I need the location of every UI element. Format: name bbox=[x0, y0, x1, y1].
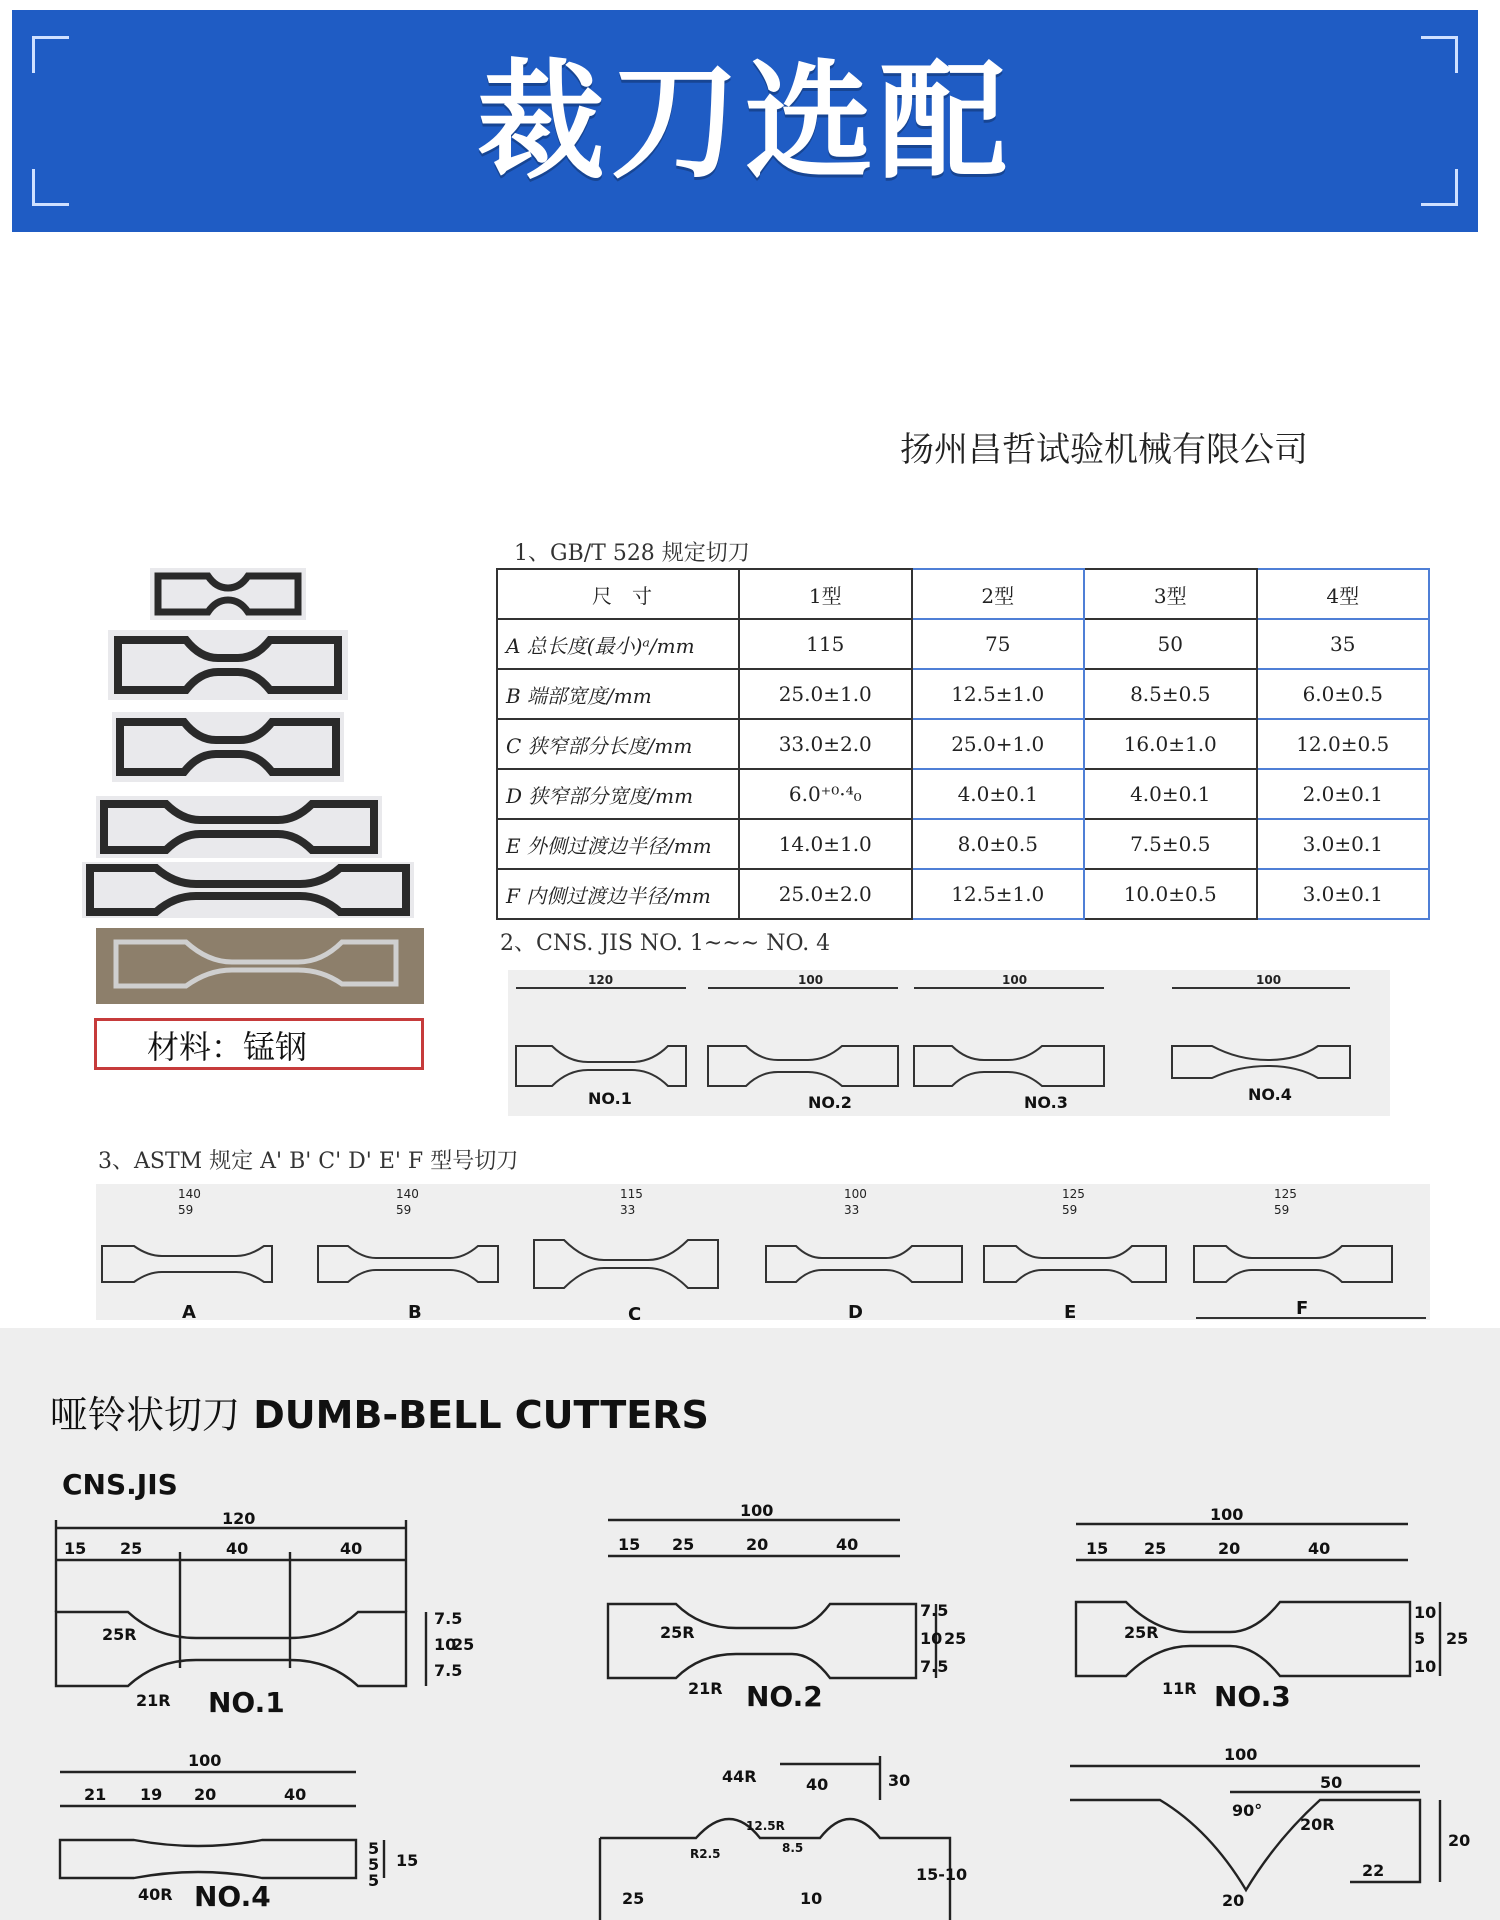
cutter-photo-3 bbox=[112, 712, 344, 782]
no1-width3: 7.5 bbox=[434, 1661, 463, 1680]
astm-label-a: A bbox=[182, 1302, 196, 1320]
table-cell: 3.0±0.1 bbox=[1257, 819, 1430, 869]
no4-width-total: 15 bbox=[396, 1851, 419, 1870]
no5-dim4: 8.5 bbox=[782, 1841, 804, 1855]
dumbbell-title bbox=[50, 1384, 709, 1439]
table-row bbox=[497, 619, 1429, 669]
no2-label: NO.2 bbox=[746, 1680, 823, 1713]
table-cell: 6.0±0.5 bbox=[1257, 669, 1430, 719]
astm-total-d: 100 bbox=[844, 1187, 867, 1201]
no4-width2: 5 bbox=[368, 1855, 380, 1874]
cns-jis-label: CNS.JIS bbox=[62, 1468, 178, 1501]
no3-r2: 11R bbox=[1162, 1679, 1197, 1698]
no1-r2: 21R bbox=[136, 1691, 171, 1710]
no5-dim7: 10 bbox=[800, 1889, 823, 1908]
material-label: 材料：锰钢 bbox=[94, 1018, 424, 1070]
row-label: B 端部宽度/mm bbox=[497, 669, 739, 719]
no5-dim2: 44R bbox=[722, 1767, 757, 1786]
cns-small-total-1: 120 bbox=[588, 973, 614, 987]
no1-seg1: 15 bbox=[64, 1539, 87, 1558]
company-name: 扬州昌哲试验机械有限公司 bbox=[900, 430, 1308, 470]
no5-dim5: 30 bbox=[888, 1771, 911, 1790]
no1-seg3: 40 bbox=[226, 1539, 249, 1558]
astm-total-e: 125 bbox=[1062, 1187, 1085, 1201]
dumbbell-drawings bbox=[0, 1500, 1500, 1920]
table-cell: 25.0+1.0 bbox=[912, 719, 1085, 769]
no6-dim2: 50 bbox=[1320, 1773, 1343, 1792]
cns-small-label-1: NO.1 bbox=[588, 1089, 632, 1108]
no6-dim3: 90° bbox=[1232, 1801, 1263, 1820]
no3-width2: 5 bbox=[1414, 1629, 1426, 1648]
no3-seg3: 20 bbox=[1218, 1539, 1241, 1558]
no4-seg2: 19 bbox=[140, 1785, 163, 1804]
no1-width-total: 25 bbox=[452, 1635, 475, 1654]
no2-seg2: 25 bbox=[672, 1535, 695, 1554]
cutter-photo-5 bbox=[82, 862, 414, 918]
table-row bbox=[497, 719, 1429, 769]
astm-label-c: C bbox=[628, 1304, 642, 1320]
cns-jis-small-svg bbox=[508, 970, 1390, 1116]
no1-seg2: 25 bbox=[120, 1539, 143, 1558]
no2-r1: 25R bbox=[660, 1623, 695, 1642]
astm-mid-b: 59 bbox=[396, 1203, 412, 1217]
table-cell: 25.0±1.0 bbox=[739, 669, 912, 719]
no4-r1: 40R bbox=[138, 1885, 173, 1904]
astm-mid-e: 59 bbox=[1062, 1203, 1078, 1217]
section1-title: 1、GB/T 528 规定切刀 bbox=[514, 541, 750, 566]
no6-dim6: 22 bbox=[1362, 1861, 1385, 1880]
cutter-photo-4 bbox=[96, 796, 382, 858]
table-cell: 12.0±0.5 bbox=[1257, 719, 1430, 769]
table-cell: 4.0±0.1 bbox=[1084, 769, 1257, 819]
table-cell: 8.0±0.5 bbox=[912, 819, 1085, 869]
cutter-photo-6 bbox=[96, 928, 424, 1004]
astm-total-a: 140 bbox=[178, 1187, 201, 1201]
no1-r1: 25R bbox=[102, 1625, 137, 1644]
banner-title: 裁刀选配 bbox=[476, 48, 1013, 197]
no1-width1: 7.5 bbox=[434, 1609, 463, 1628]
astm-mid-c: 33 bbox=[620, 1203, 636, 1217]
no6-dim4: 20R bbox=[1300, 1815, 1335, 1834]
no2-width1: 7.5 bbox=[920, 1601, 949, 1620]
row-label: E 外侧过渡边半径/mm bbox=[497, 819, 739, 869]
no6-dim1: 100 bbox=[1224, 1745, 1258, 1764]
no2-seg1: 15 bbox=[618, 1535, 641, 1554]
no3-seg1: 15 bbox=[1086, 1539, 1109, 1558]
cutter-photo-2 bbox=[108, 630, 348, 700]
no1-total: 120 bbox=[222, 1509, 256, 1528]
no2-width-total: 25 bbox=[944, 1629, 967, 1648]
no4-total: 100 bbox=[188, 1751, 222, 1770]
no5-dim9: R2.5 bbox=[690, 1847, 721, 1861]
section2-title: 2、CNS. JIS NO. 1~~~ NO. 4 bbox=[500, 931, 831, 956]
cutter-photo-1 bbox=[150, 568, 306, 620]
table-cell: 14.0±1.0 bbox=[739, 819, 912, 869]
no1-width2: 10 bbox=[434, 1635, 457, 1654]
no5-dim3: 12.5R bbox=[746, 1819, 785, 1833]
table-row bbox=[497, 819, 1429, 869]
row-label: F 内侧过渡边半径/mm bbox=[497, 869, 739, 919]
table-cell: 35 bbox=[1257, 619, 1430, 669]
table-cell: 8.5±0.5 bbox=[1084, 669, 1257, 719]
cns-jis-diagrams-small bbox=[508, 970, 1390, 1116]
no4-seg3: 20 bbox=[194, 1785, 217, 1804]
astm-mid-f: 59 bbox=[1274, 1203, 1290, 1217]
cns-small-total-4: 100 bbox=[1256, 973, 1282, 987]
table-header-cell: 2型 bbox=[912, 569, 1085, 619]
title-banner bbox=[12, 10, 1478, 232]
astm-label-e: E bbox=[1064, 1302, 1077, 1320]
table-cell: 6.0⁺⁰·⁴₀ bbox=[739, 769, 912, 819]
astm-label-b: B bbox=[408, 1302, 422, 1320]
astm-mid-a: 59 bbox=[178, 1203, 194, 1217]
section3-title: 3、ASTM 规定 A' B' C' D' E' F 型号切刀 bbox=[98, 1149, 519, 1174]
cns-small-total-2: 100 bbox=[798, 973, 824, 987]
table-header-row bbox=[497, 569, 1429, 619]
table-cell: 4.0±0.1 bbox=[912, 769, 1085, 819]
table-cell: 16.0±1.0 bbox=[1084, 719, 1257, 769]
table-cell: 12.5±1.0 bbox=[912, 669, 1085, 719]
no1-seg4: 40 bbox=[340, 1539, 363, 1558]
astm-mid-d: 33 bbox=[844, 1203, 860, 1217]
astm-svg bbox=[96, 1184, 1430, 1320]
table-cell: 50 bbox=[1084, 619, 1257, 669]
table-cell: 25.0±2.0 bbox=[739, 869, 912, 919]
astm-total-b: 140 bbox=[396, 1187, 419, 1201]
no4-seg1: 21 bbox=[84, 1785, 107, 1804]
no2-width2: 10 bbox=[920, 1629, 943, 1648]
no3-seg2: 25 bbox=[1144, 1539, 1167, 1558]
no2-seg3: 20 bbox=[746, 1535, 769, 1554]
no4-seg4: 40 bbox=[284, 1785, 307, 1804]
cns-small-label-3: NO.3 bbox=[1024, 1093, 1068, 1112]
spec-table bbox=[496, 568, 1430, 920]
row-label: D 狭窄部分宽度/mm bbox=[497, 769, 739, 819]
dumbbell-title-en: DUMB-BELL CUTTERS bbox=[253, 1393, 709, 1437]
no5-dim6: 25 bbox=[622, 1889, 645, 1908]
table-row bbox=[497, 669, 1429, 719]
no3-width1: 10 bbox=[1414, 1603, 1437, 1622]
table-cell: 33.0±2.0 bbox=[739, 719, 912, 769]
astm-diagrams bbox=[96, 1184, 1430, 1320]
no6-dim7: 20 bbox=[1222, 1891, 1245, 1910]
cns-small-total-3: 100 bbox=[1002, 973, 1028, 987]
table-header-cell: 4型 bbox=[1257, 569, 1430, 619]
cns-small-label-2: NO.2 bbox=[808, 1093, 852, 1112]
astm-total-f: 125 bbox=[1274, 1187, 1297, 1201]
table-row bbox=[497, 869, 1429, 919]
table-row bbox=[497, 769, 1429, 819]
no4-width1: 5 bbox=[368, 1839, 380, 1858]
no3-seg4: 40 bbox=[1308, 1539, 1331, 1558]
no5-dim8: 15-10 bbox=[916, 1865, 968, 1884]
no2-seg4: 40 bbox=[836, 1535, 859, 1554]
table-cell: 7.5±0.5 bbox=[1084, 819, 1257, 869]
table-cell: 10.0±0.5 bbox=[1084, 869, 1257, 919]
no3-width-total: 25 bbox=[1446, 1629, 1469, 1648]
no3-width3: 10 bbox=[1414, 1657, 1437, 1676]
table-cell: 115 bbox=[739, 619, 912, 669]
table-cell: 2.0±0.1 bbox=[1257, 769, 1430, 819]
table-cell: 75 bbox=[912, 619, 1085, 669]
no2-r2: 21R bbox=[688, 1679, 723, 1698]
astm-total-c: 115 bbox=[620, 1187, 643, 1201]
table-header-cell: 尺 寸 bbox=[497, 569, 739, 619]
no1-label: NO.1 bbox=[208, 1686, 285, 1719]
astm-label-d: D bbox=[848, 1302, 863, 1320]
no5-dim1: 40 bbox=[806, 1775, 829, 1794]
row-label: C 狭窄部分长度/mm bbox=[497, 719, 739, 769]
dumbbell-title-cn: 哑铃状切刀 bbox=[50, 1393, 241, 1437]
no3-r1: 25R bbox=[1124, 1623, 1159, 1642]
no2-total: 100 bbox=[740, 1501, 774, 1520]
table-header-cell: 3型 bbox=[1084, 569, 1257, 619]
no4-width3: 5 bbox=[368, 1871, 380, 1890]
no2-width3: 7.5 bbox=[920, 1657, 949, 1676]
table-cell: 3.0±0.1 bbox=[1257, 869, 1430, 919]
row-label: A 总长度(最小)ᵃ/mm bbox=[497, 619, 739, 669]
no3-total: 100 bbox=[1210, 1505, 1244, 1524]
table-header-cell: 1型 bbox=[739, 569, 912, 619]
cns-small-label-4: NO.4 bbox=[1248, 1085, 1292, 1104]
astm-label-f: F bbox=[1296, 1298, 1309, 1319]
no4-label: NO.4 bbox=[194, 1880, 271, 1913]
no3-label: NO.3 bbox=[1214, 1680, 1291, 1713]
table-cell: 12.5±1.0 bbox=[912, 869, 1085, 919]
no6-dim5: 20 bbox=[1448, 1831, 1471, 1850]
